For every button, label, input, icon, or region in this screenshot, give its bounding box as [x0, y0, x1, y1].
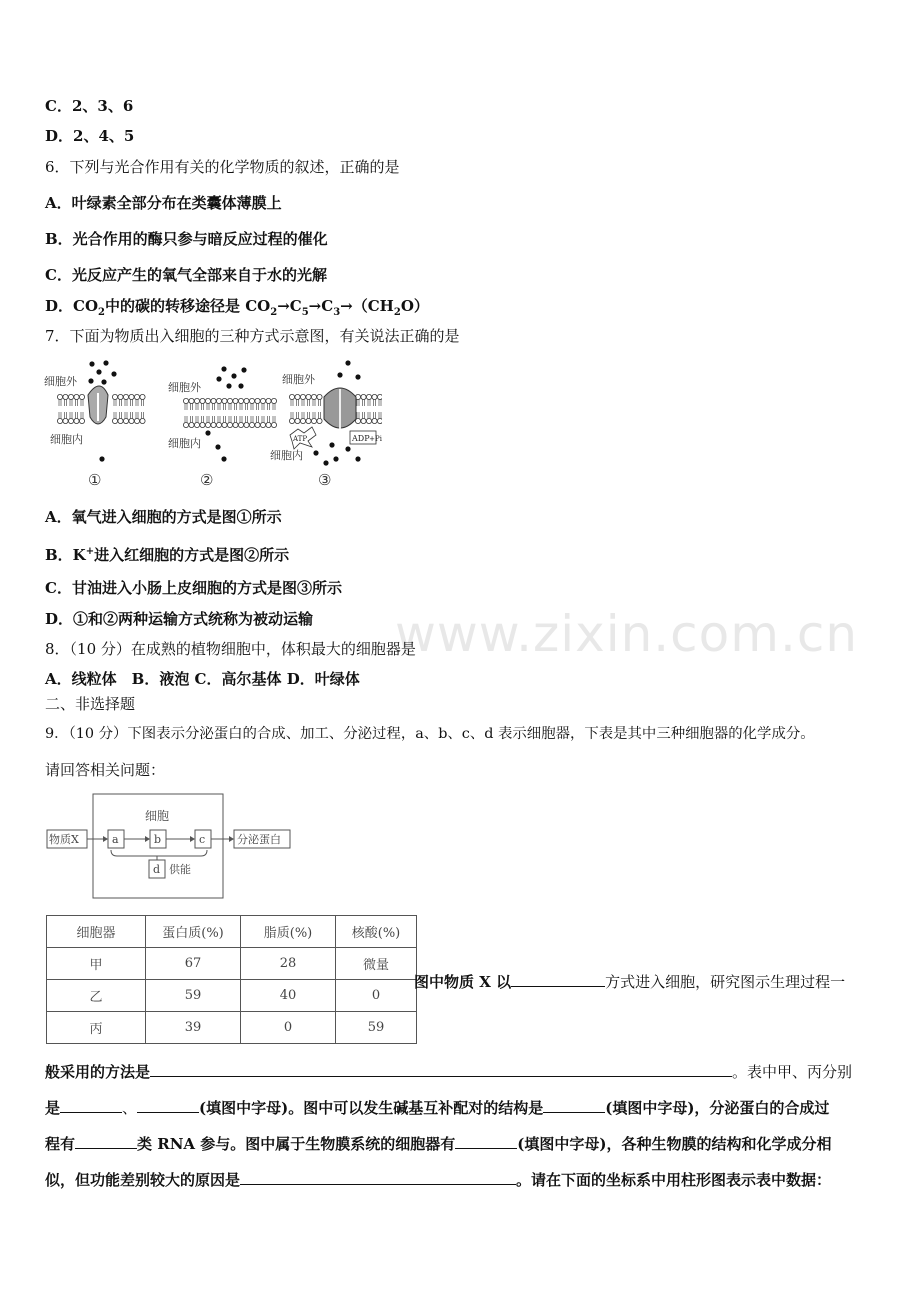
table-cell: 甲	[47, 948, 146, 980]
membrane-transport-figure	[42, 355, 382, 490]
table-header-cell: 脂质(%)	[241, 916, 336, 948]
q9-line-3: 是 、 (填图中字母)。图中可以发生碱基互补配对的结构是 (填图中字母)，分泌蛋白的合成过	[45, 1099, 830, 1117]
q9-line-1: 图中物质 X 以 方式进入细胞，研究图示生理过程一	[414, 973, 846, 991]
q9-line-4: 程有 类 RNA 参与。图中属于生物膜系统的细胞器有 (填图中字母)，各种生物膜的结构和化学成分相	[45, 1135, 832, 1153]
table-cell: 微量	[336, 948, 417, 980]
answer-blank[interactable]	[150, 1061, 732, 1077]
svg-text:ADP: ADP	[352, 434, 370, 443]
table-cell: 59	[146, 980, 241, 1012]
q9-line-5: 似，但功能差别较大的原因是 。请在下面的坐标系中用柱形图表示表中数据：	[45, 1171, 832, 1189]
table-cell: 丙	[47, 1012, 146, 1044]
q7-option-d: D．①和②两种运输方式统称为被动运输	[45, 610, 314, 628]
q6-option-b: B．光合作用的酶只参与暗反应过程的催化	[45, 230, 328, 248]
q7-option-b: B．K+进入红细胞的方式是图②所示	[45, 546, 290, 564]
q7-option-a: A．氧气进入细胞的方式是图①所示	[45, 508, 282, 526]
svg-text:b: b	[154, 833, 162, 846]
bilayer-2	[183, 398, 276, 427]
watermark: www.zixin.com.cn	[395, 605, 859, 663]
table-cell: 67	[146, 948, 241, 980]
table-header-cell: 核酸(%)	[336, 916, 417, 948]
svg-text:③: ③	[318, 471, 332, 489]
table-cell: 59	[336, 1012, 417, 1044]
q9-stem: 9．（10 分）下图表示分泌蛋白的合成、加工、分泌过程，a、b、c、d 表示细胞器，下表是其中三种细胞器的化学成分。	[45, 726, 815, 742]
svg-text:②: ②	[200, 471, 214, 489]
answer-blank[interactable]	[75, 1133, 137, 1149]
q9-prompt: 请回答相关问题：	[45, 761, 166, 779]
q6-stem: 6．下列与光合作用有关的化学物质的叙述，正确的是	[45, 158, 400, 176]
table-row	[47, 948, 417, 980]
q5-option-c: C．2、3、6	[45, 97, 134, 115]
svg-text:细胞外: 细胞外	[168, 381, 201, 394]
q6-option-a: A．叶绿素全部分布在类囊体薄膜上	[45, 194, 282, 212]
q7-stem: 7．下面为物质出入细胞的三种方式示意图，有关说法正确的是	[45, 327, 460, 345]
svg-text:ATP: ATP	[293, 435, 308, 443]
svg-text:物质X: 物质X	[49, 833, 79, 846]
svg-text:+Pi: +Pi	[369, 435, 382, 443]
q6-option-c: C．光反应产生的氧气全部来自于水的光解	[45, 266, 327, 284]
answer-blank[interactable]	[60, 1097, 122, 1113]
table-cell: 40	[241, 980, 336, 1012]
table-cell: 28	[241, 948, 336, 980]
q7-option-c: C．甘油进入小肠上皮细胞的方式是图③所示	[45, 579, 342, 597]
svg-text:细胞内: 细胞内	[270, 449, 303, 462]
q9-line-2: 般采用的方法是 。表中甲、丙分别	[45, 1063, 853, 1081]
svg-text:细胞: 细胞	[145, 809, 170, 823]
answer-blank[interactable]	[455, 1133, 517, 1149]
table-cell: 乙	[47, 980, 146, 1012]
svg-text:细胞外: 细胞外	[282, 373, 315, 386]
answer-blank[interactable]	[543, 1097, 605, 1113]
answer-blank[interactable]	[240, 1169, 516, 1185]
svg-text:分泌蛋白: 分泌蛋白	[237, 833, 281, 846]
svg-text:d: d	[153, 863, 161, 876]
table-cell: 39	[146, 1012, 241, 1044]
svg-text:细胞内: 细胞内	[168, 437, 201, 450]
q8-stem: 8．（10 分）在成熟的植物细胞中，体积最大的细胞器是	[45, 640, 416, 658]
q8-options: A．线粒体 B．液泡 C．高尔基体 D．叶绿体	[45, 670, 360, 688]
svg-text:①: ①	[88, 471, 102, 489]
svg-text:供能: 供能	[169, 863, 191, 876]
answer-blank[interactable]	[137, 1097, 199, 1113]
organelle-composition-table	[46, 915, 417, 1044]
svg-text:细胞外: 细胞外	[44, 375, 77, 388]
table-row	[47, 980, 417, 1012]
table-cell: 0	[336, 980, 417, 1012]
svg-text:c: c	[199, 833, 206, 846]
table-header-cell: 细胞器	[47, 916, 146, 948]
secretion-flow-diagram	[45, 792, 295, 902]
q6-option-d: D．$CO_2$中的碳的转移途径是 $CO_2\to C_5\to C_3\to(CH_2O)$	[45, 297, 429, 318]
svg-text:a: a	[112, 833, 119, 846]
svg-text:细胞内: 细胞内	[50, 433, 83, 446]
table-cell: 0	[241, 1012, 336, 1044]
table-header-cell: 蛋白质(%)	[146, 916, 241, 948]
table-header-row	[47, 916, 417, 948]
answer-blank[interactable]	[511, 971, 605, 987]
section-heading: 二、非选择题	[45, 695, 136, 713]
table-row	[47, 1012, 417, 1044]
q5-option-d: D．2、4、5	[45, 127, 135, 145]
